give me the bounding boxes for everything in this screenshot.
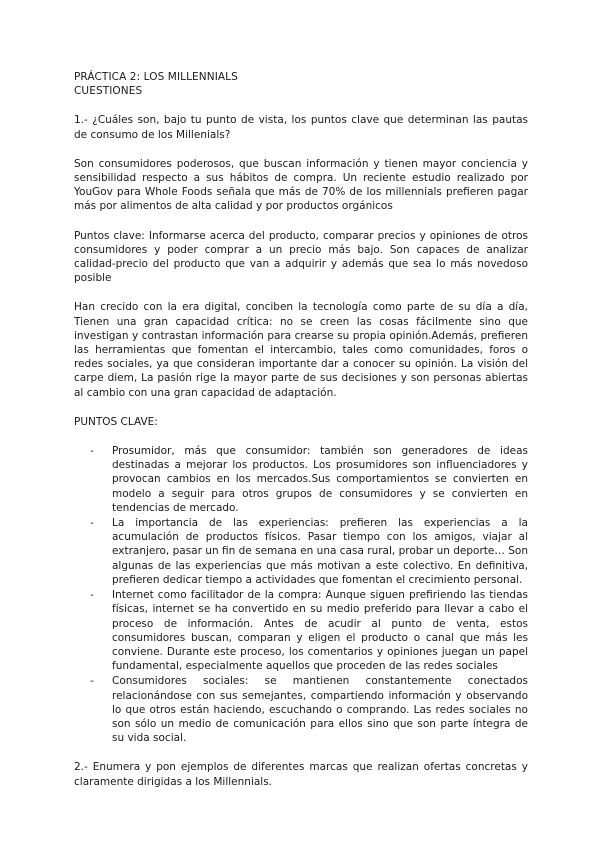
- key-points-heading: PUNTOS CLAVE:: [74, 415, 158, 428]
- document-page: [74, 70, 528, 804]
- key-points-list: [74, 444, 528, 745]
- list-item-text: Consumidores sociales: se mantienen constantemente conectados relacionándose con sus semejantes, compartiendo información y observando lo que otros están haciendo, escuchando o comprando. Las redes sociales no son sólo un medio de comunicación para ellos sino que son parte íntegra de su vida social.: [112, 675, 528, 745]
- list-item-text: Internet como facilitador de la compra: Aunque siguen prefiriendo las tiendas físicas, internet se ha convertido en su medio preferido para llevar a cabo el proceso de información. Antes de acudir al punto de venta, estos consumidores buscan, comparan y eligen el producto o canal que más les conviene. Durante este proceso, los comentarios y opiniones juegan un papel fundamental, especialmente aquellos que proceden de las redes sociales: [112, 589, 528, 673]
- bullet-dash: -: [90, 445, 94, 458]
- question-2: 2.- Enumera y pon ejemplos de diferentes marcas que realizan ofertas concretas y claramente dirigidas a los Millennials.: [74, 761, 528, 788]
- bullet-dash: -: [90, 675, 94, 688]
- question-1: 1.- ¿Cuáles son, bajo tu punto de vista, los puntos clave que determinan las pautas de consumo de los Millenials?: [74, 114, 528, 141]
- list-item: [74, 444, 528, 515]
- answer-paragraph-2: Puntos clave: Informarse acerca del producto, comparar precios y opiniones de otros consumidores y poder comprar a un precio más bajo. Son capaces de analizar calidad-precio del producto que van a adquirir y además que sea lo más novedoso posible: [74, 229, 528, 285]
- answer-paragraph-3: Han crecido con la era digital, conciben la tecnología como parte de su día a día, Tienen una gran capacidad crítica: no se creen las cosas fácilmente sino que investigan y contrastan información para crearse su propia opinión.Además, prefieren las herramientas que fomentan el intercambio, tales como comunidades, foros o redes sociales, ya que consideran importante dar a conocer su opinión. La visión del carpe diem, La pasión rige la mayor parte de sus decisiones y son personas abiertas al cambio con una gran capacidad de adaptación.: [74, 301, 528, 399]
- spacer: [74, 98, 528, 113]
- list-item: [74, 588, 528, 673]
- bullet-dash: -: [90, 589, 94, 602]
- bullet-dash: -: [90, 517, 94, 530]
- answer-paragraph-1: Son consumidores poderosos, que buscan información y tienen mayor conciencia y sensibilidad respecto a sus hábitos de compra. Un reciente estudio realizado por YouGov para Whole Foods señala que más de 70% de los millennials prefieren pagar más por alimentos de alta calidad y por productos orgánicos: [74, 157, 528, 213]
- list-item-text: Prosumidor, más que consumidor: también son generadores de ideas destinadas a mejorar los productos. Los prosumidores son influenciadores y provocan cambios en los mercados.Sus comportamientos se convierten en modelo a seguir para otros grupos de consumidores y se convierten en tendencias de mercado.: [112, 445, 528, 514]
- document-subtitle: CUESTIONES: [74, 85, 143, 98]
- list-item-text: La importancia de las experiencias: prefieren las experiencias a la acumulación de productos físicos. Pasar tiempo con los amigos, viajar al extranjero, pasar un fin de semana en una casa rural, probar un deporte… Son algunas de las experiencias que más motivan a este colectivo. En definitiva, prefieren dedicar tiempo a actividades que fomentan el crecimiento personal.: [112, 517, 528, 586]
- document-title: PRÁCTICA 2: LOS MILLENNIALS: [74, 71, 238, 83]
- list-item: [74, 674, 528, 745]
- list-item: [74, 516, 528, 587]
